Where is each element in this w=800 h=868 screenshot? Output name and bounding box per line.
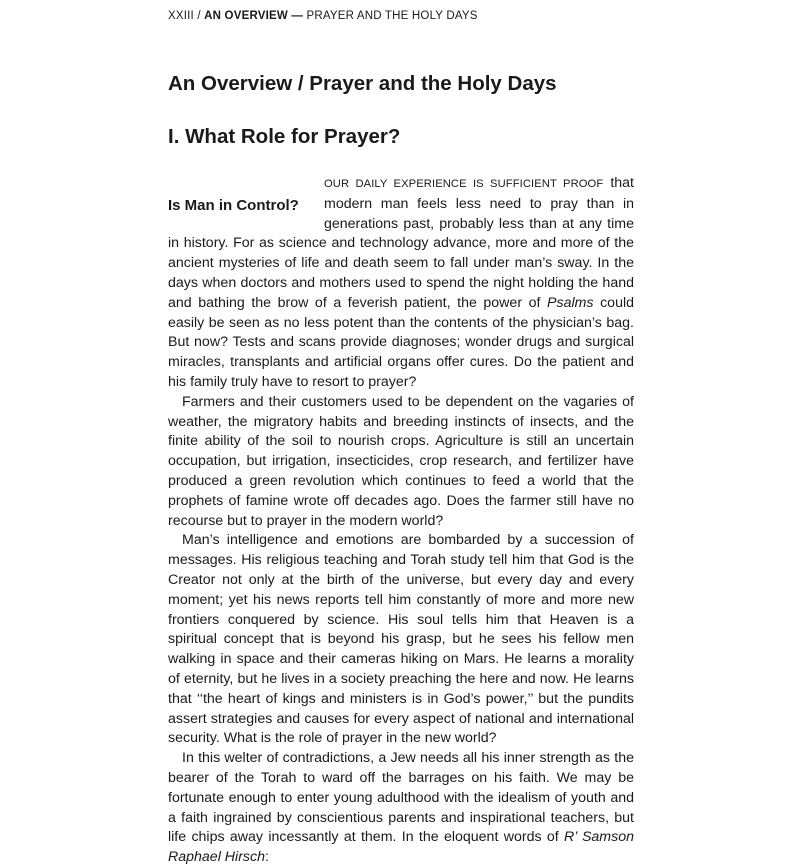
paragraph-lead-in: OUR DAILY EXPERIENCE IS SUFFICIENT PROOF (324, 178, 604, 190)
paragraph-1-text-after: could easily be seen as no less potent than the contents of the physician’s bag. But now? Tests and scans provide diagnoses; wonder drugs and surgical miracles, transplants and artificial organs offer cures. Do the patient and his family truly have to resort to prayer? (168, 294, 635, 390)
paragraph-4 (168, 749, 634, 868)
paragraph-4-text-after: : (265, 849, 269, 866)
sidehead: Is Man in Control? (168, 197, 299, 214)
page-folio: XXIII (168, 10, 194, 22)
section-title: I. What Role for Prayer? (168, 125, 401, 148)
paragraph-1-text: that modern man feels less need to pray than in generations past, probably less than at any time in history. For as science and technology advance, more and more of the ancient mysteries of life and death seem to fall under man’s sway. In the days when doctors and mothers used to spend the night holding the hand and bathing the brow of a feverish patient, the power of (168, 175, 634, 311)
paragraph-3: Man’s intelligence and emotions are bombarded by a succession of messages. His religious teaching and Torah study tell him that God is the Creator not only at the birth of the universe, but every day and every moment; yet his news reports tell him constantly of more and more new frontiers conquered by science. His soul tells him that Heaven is a spiritual concept that is beyond his grasp, but he sees his fellow men walking in space and their cameras hiking on Mars. He learns a morality of eternity, but he lives in a society preaching the here and now. He learns that ‘‘the heart of kings and ministers is in God’s power,’’ but the pundits assert strategies and causes for every aspect of national and international security. What is the role of prayer in the new world? (168, 532, 634, 747)
running-head-section: AN OVERVIEW (204, 10, 288, 22)
running-head (168, 10, 478, 22)
running-head-dash: — (291, 10, 304, 22)
paragraph-2: Farmers and their customers used to be dependent on the vagaries of weather, the migratory habits and breeding instincts of insects, and the finite ability of the soil to nourish crops. Agriculture is still an uncertain occupation, but irrigation, insecticides, crop research, and fertilizer have produced a green revolution which continues to feed a world that the prophets of famine wrote off decades ago. Does the farmer still have no recourse but to prayer in the modern world? (168, 393, 634, 529)
paragraph-4-italic: R’ Samson Raphael Hirsch (168, 829, 634, 866)
running-head-subtitle: PRAYER AND THE HOLY DAYS (306, 10, 478, 22)
chapter-title: An Overview / Prayer and the Holy Days (168, 72, 557, 95)
running-head-separator: / (197, 10, 201, 22)
paragraph-4-text: In this welter of contradictions, a Jew needs all his inner strength as the bearer of the Torah to ward off the barrages on his faith. We may be fortunate enough to enter young adulthood with the idealism of youth and a faith ingrained by conscientious parents and inspirational teachers, but life chips away incessantly at them. In the eloquent words of (168, 750, 634, 846)
body-text (168, 174, 634, 868)
paragraph-1-italic: Psalms (547, 294, 594, 311)
